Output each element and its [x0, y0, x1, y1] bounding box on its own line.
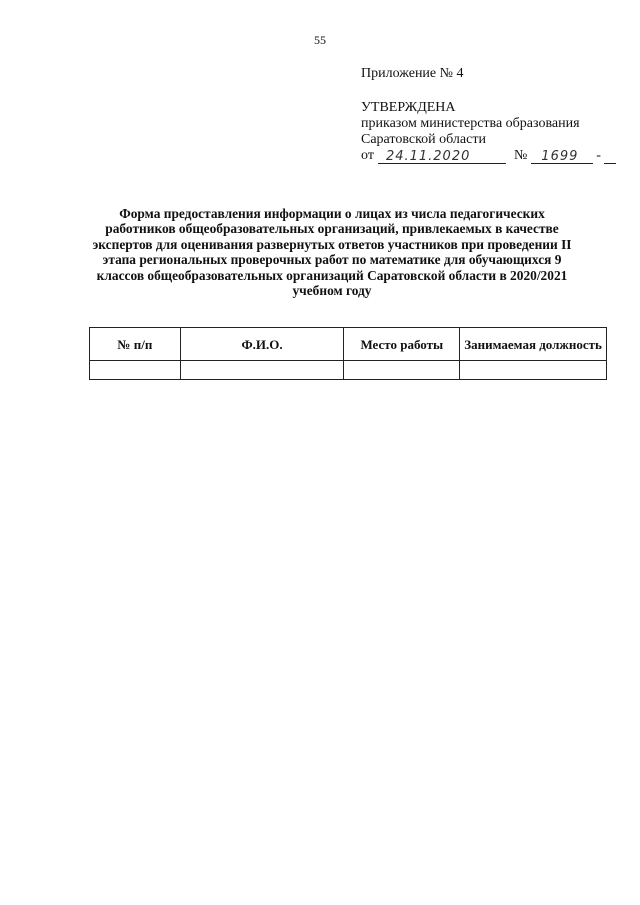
column-header-workplace: Место работы	[344, 328, 460, 361]
approval-block	[361, 66, 616, 164]
table-cell-fio[interactable]	[180, 361, 344, 380]
number-sign: №	[513, 148, 528, 163]
page-number: 55	[314, 33, 326, 47]
table-header-row	[90, 328, 607, 361]
order-date-number-line	[361, 148, 616, 164]
column-header-number: № п/п	[90, 328, 181, 361]
order-line-2: Саратовской области	[361, 132, 486, 147]
order-date-handwritten: 24.11.2020	[378, 149, 506, 164]
appendix-label: Приложение № 4	[361, 66, 464, 81]
approved-label: УТВЕРЖДЕНА	[361, 100, 456, 115]
table-cell-number[interactable]	[90, 361, 181, 380]
experts-table	[89, 327, 607, 380]
table-cell-workplace[interactable]	[344, 361, 460, 380]
table-row	[90, 361, 607, 380]
from-label: от	[361, 148, 374, 163]
column-header-fio: Ф.И.О.	[180, 328, 344, 361]
form-title: Форма предоставления информации о лицах из числа педагогических работников общеобразовательных организаций, привлекаемых в качестве экспертов для оценивания развернутых ответов участников при проведении II этапа региональных проверочных работ по математике для обучающихся 9 классов общеобразовательных организаций Саратовской области в 2020/2021 учебном году	[92, 206, 572, 299]
number-suffix-underline	[604, 148, 616, 164]
column-header-position: Занимаемая должность	[460, 328, 607, 361]
number-suffix: -	[596, 148, 601, 163]
order-number-handwritten: 1699	[531, 149, 593, 164]
table-cell-position[interactable]	[460, 361, 607, 380]
order-line-1: приказом министерства образования	[361, 116, 580, 131]
